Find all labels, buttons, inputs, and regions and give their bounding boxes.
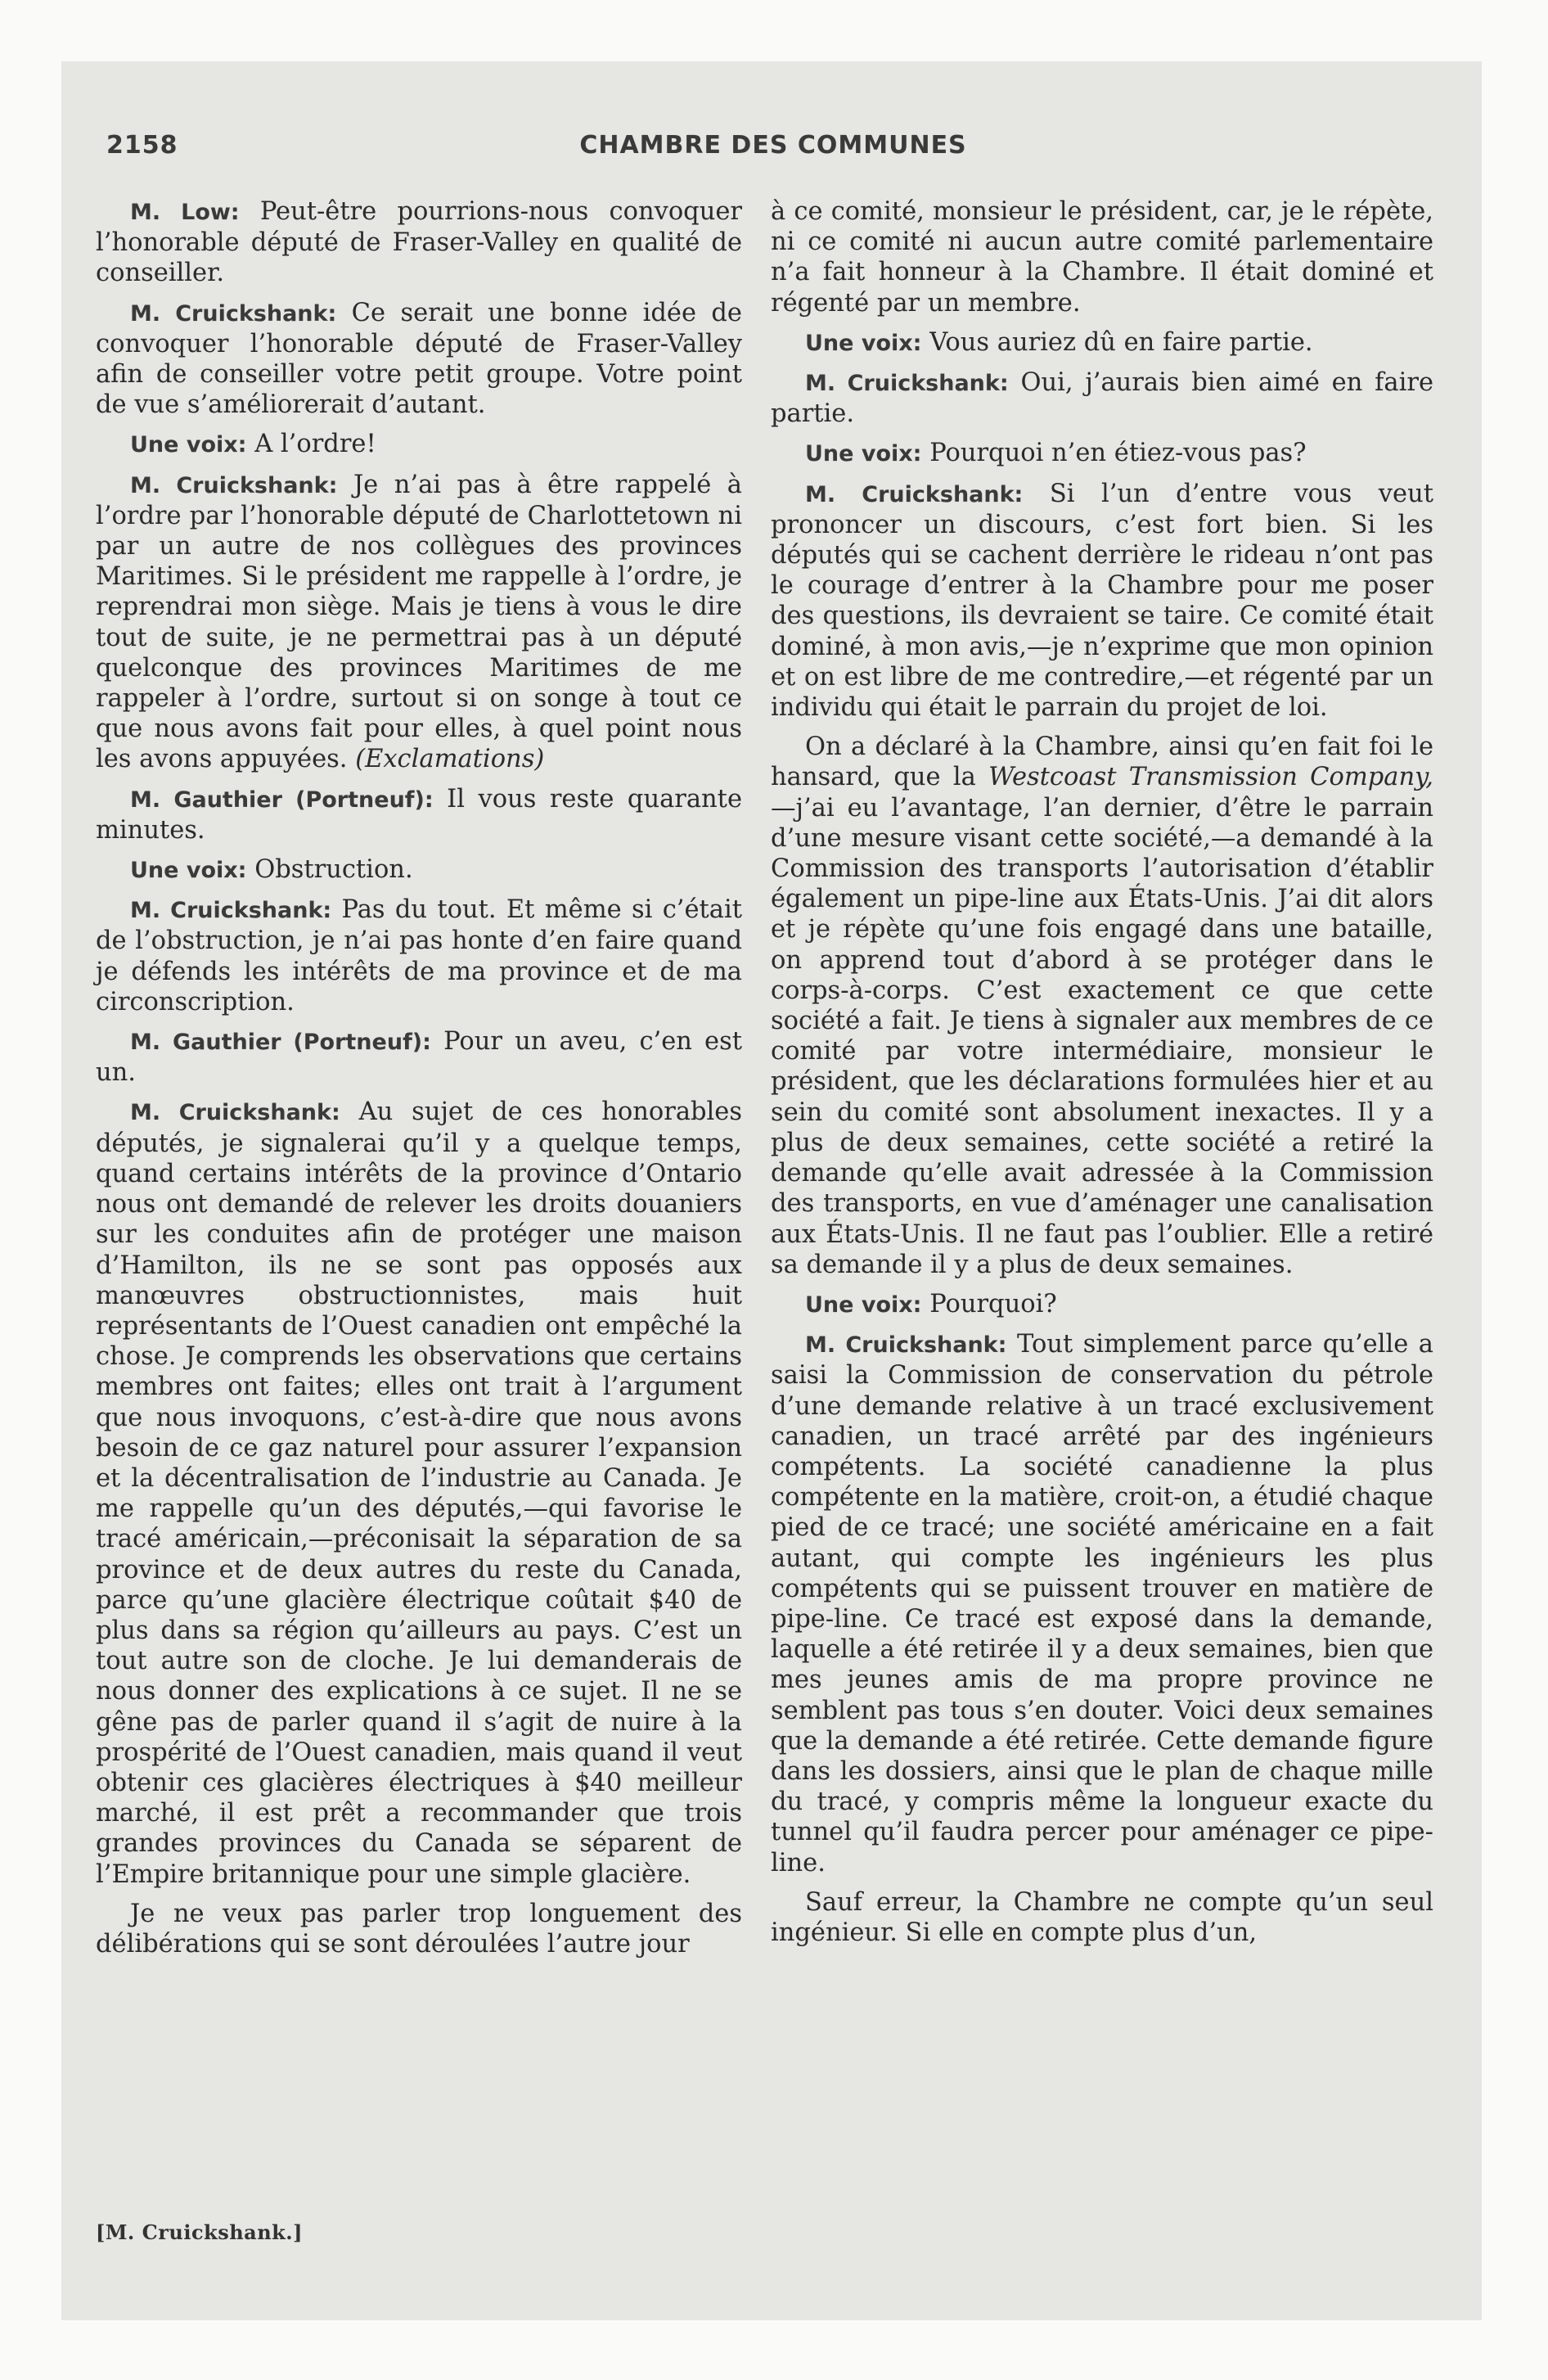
paragraph <box>771 732 1433 1280</box>
speaker-name: M. Cruickshank: <box>805 371 1009 397</box>
speaker-name: Une voix: <box>130 858 247 884</box>
italic-text: Westcoast Transmission Company, <box>988 763 1433 792</box>
paragraph-text: On a déclaré à la Chambre, ainsi qu’en fait foi le hansard, que la <box>771 732 1433 792</box>
page-header <box>106 131 1440 164</box>
paragraph-text: —j’ai eu l’avantage, l’an dernier, d’être le parrain d’une mesure visant cette société,—a demandé à la Commission des transports l’autorisation d’établir également un pipe-line aux États-Unis. J’ai dit alors et je répète qu’une fois engagé dans une bataille, on apprend tout d’abord à se protéger dans le corps-à-corps. C’est exactement ce que cette société a fait. Je tiens à signaler aux membres de ce comité par votre intermédiaire, monsieur le président, que les déclarations formulées hier et au sein du comité sont absolument inexactes. Il y a plus de deux semaines, cette société a retiré la demande qu’elle avait adressée à la Commission des transports, en vue d’aménager une canalisation aux États-Unis. Il ne faut pas l’oublier. Elle a retiré sa demande il y a plus de deux semaines. <box>771 793 1433 1279</box>
paragraph-text: Pas du tout. Et même si c’était de l’obstruction, je n’ai pas honte d’en faire quand je défends les intérêts de ma province et de ma circonscription. <box>96 895 742 1016</box>
speaker-name: Une voix: <box>805 1291 922 1318</box>
paragraph <box>96 854 742 886</box>
paragraph <box>771 438 1433 469</box>
paragraph <box>96 1026 742 1088</box>
paragraph <box>771 327 1433 358</box>
paragraph-text: Il vous reste quarante minutes. <box>96 784 742 845</box>
paragraph <box>96 298 742 421</box>
footer-speaker-note: [M. Cruickshank.] <box>96 2220 303 2244</box>
paragraph <box>771 196 1433 318</box>
paragraph <box>771 479 1433 723</box>
paragraph-text: Pourquoi? <box>929 1289 1057 1318</box>
paragraph-text: Oui, j’aurais bien aimé en faire partie. <box>771 368 1433 429</box>
speaker-name: M. Low: <box>130 200 240 225</box>
running-head: CHAMBRE DES COMMUNES <box>579 131 967 160</box>
paragraph-text: Sauf erreur, la Chambre ne compte qu’un seul ingénieur. Si elle en compte plus d’un, <box>771 1887 1433 1947</box>
page-number: 2158 <box>106 131 178 160</box>
paragraph-text: Peut-être pourrions-nous convoquer l’honorable député de Fraser-Valley en qualité de conseiller. <box>96 197 742 288</box>
paragraph <box>771 367 1433 429</box>
paragraph <box>96 470 742 775</box>
speaker-name: M. Gauthier (Portneuf): <box>130 787 434 813</box>
paragraph <box>96 1097 742 1889</box>
paragraph <box>771 1289 1433 1320</box>
paragraph <box>96 895 742 1017</box>
paragraph-text: Je ne veux pas parler trop longuement des délibérations qui se sont déroulées l’autre jour <box>96 1899 742 1959</box>
left-column <box>96 196 742 1968</box>
right-column <box>771 196 1433 1957</box>
speaker-name: Une voix: <box>805 441 922 467</box>
speaker-name: M. Cruickshank: <box>805 481 1024 507</box>
paragraph <box>771 1887 1433 1948</box>
paragraph-text: Vous auriez dû en faire partie. <box>929 327 1313 357</box>
paragraph-text: Je n’ai pas à être rappelé à l’ordre par l’honorable député de Charlottetown ni par un autre de nos collègues des provinces Maritimes. Si le président me rappelle à l’ordre, je reprendrai mon siège. Mais je tiens à vous le dire tout de suite, je ne permettrai pas à un député quelconque des provinces Maritimes de me rappeler à l’ordre, surtout si on songe à tout ce que nous avons fait pour elles, à quel point nous les avons appuyées. <box>96 470 742 774</box>
speaker-name: M. Cruickshank: <box>130 1100 340 1126</box>
speaker-name: M. Cruickshank: <box>130 472 338 498</box>
speaker-name: M. Cruickshank: <box>130 898 332 924</box>
speaker-name: M. Cruickshank: <box>805 1332 1007 1359</box>
paragraph-text: à ce comité, monsieur le président, car, je le répète, ni ce comité ni aucun autre comité parlementaire n’a fait honneur à la Chambre. Il était dominé et régenté par un membre. <box>771 197 1433 318</box>
paragraph-text: Ce serait une bonne idée de convoquer l’honorable député de Fraser-Valley afin de conseiller votre petit groupe. Votre point de vue s’améliorerait d’autant. <box>96 298 742 420</box>
paragraph-text: Pourquoi n’en étiez-vous pas? <box>929 439 1307 468</box>
speaker-name: Une voix: <box>805 330 922 356</box>
paragraph-text: Obstruction. <box>254 855 413 885</box>
paragraph <box>771 1329 1433 1878</box>
paragraph-text: Si l’un d’entre vous veut prononcer un discours, c’est fort bien. Si les députés qui se cachent derrière le rideau n’ont pas le courage d’entrer à la Chambre pour me poser des questions, ils devraient se taire. Ce comité était dominé, à mon avis,—je n’exprime que mon opinion et on est libre de me contredire,—et régenté par un individu qui était le parrain du projet de loi. <box>771 479 1433 723</box>
paragraph <box>96 1899 742 1959</box>
italic-text: (Exclamations) <box>355 745 545 774</box>
paragraph <box>96 784 742 845</box>
paragraph <box>96 429 742 460</box>
speaker-name: Une voix: <box>130 432 247 458</box>
paragraph-text: Tout simplement parce qu’elle a saisi la Commission de conservation du pétrole d’une demande relative à un tracé exclusivement canadien, un tracé arrêté par des ingénieurs compétents. La société canadienne la plus compétente en la matière, croit-on, a étudié chaque pied de ce tracé; une société américaine en a fait autant, qui compte les ingénieurs les plus compétents qui se puissent trouver en matière de pipe-line. Ce tracé est exposé dans la demande, laquelle a été retirée il y a deux semaines, bien que mes jeunes amis de ma propre province ne semblent pas tous s’en douter. Voici deux semaines que la demande a été retirée. Cette demande figure dans les dossiers, ainsi que le plan de chaque mille du tracé, y compris même la longueur exacte du tunnel qu’il faudra percer pour aménager ce pipe-line. <box>771 1330 1433 1877</box>
speaker-name: M. Cruickshank: <box>130 300 337 327</box>
speaker-name: M. Gauthier (Portneuf): <box>130 1030 431 1056</box>
paragraph-text: A l’ordre! <box>254 430 376 459</box>
paragraph-text: Au sujet de ces honorables députés, je signalerai qu’il y a quelque temps, quand certains intérêts de la province d’Ontario nous ont demandé de relever les droits douaniers sur les conduites afin de protéger une maison d’Hamilton, ils ne se sont pas opposés aux manœuvres obstructionnistes, mais huit représentants de l’Ouest canadien ont empêché la chose. Je comprends les observations que certains membres ont faites; elles ont trait à l’argument que nous invoquons, c’est-à-dire que nous avons besoin de ce gaz naturel pour assurer l’expansion et la décentralisation de l’industrie au Canada. Je me rappelle qu’un des députés,—qui favorise le tracé américain,—préconisait la séparation de sa province et de deux autres du reste du Canada, parce qu’une glacière électrique coûtait $40 de plus dans sa région qu’ailleurs au pays. C’est un tout autre son de cloche. Je lui demanderais de nous donner des explications à ce sujet. Il ne se gêne pas de parler quand il s’agit de nuire à la prospérité de l’Ouest canadien, mais quand il veut obtenir ces glacières électriques à $40 meilleur marché, il est prêt a recommander que trois grandes provinces du Canada se séparent de l’Empire britannique pour une simple glacière. <box>96 1098 742 1889</box>
paragraph-text: Pour un aveu, c’en est un. <box>96 1027 743 1088</box>
paragraph <box>96 196 742 289</box>
